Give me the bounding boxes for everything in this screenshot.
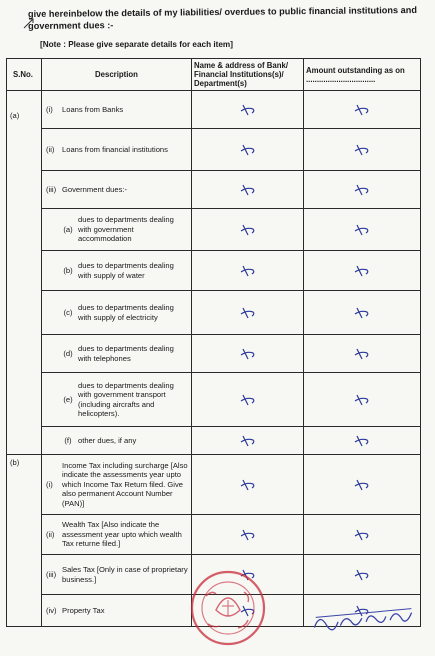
table-row bbox=[7, 335, 421, 373]
table-row bbox=[7, 427, 421, 455]
sub-item-number: (iii) bbox=[46, 185, 57, 194]
name-address-cell bbox=[192, 335, 304, 373]
table-row bbox=[7, 515, 421, 555]
amount-cell bbox=[304, 515, 421, 555]
nil-mark-icon bbox=[239, 347, 257, 361]
amount-cell bbox=[304, 555, 421, 595]
amount-cell bbox=[304, 335, 421, 373]
nil-mark-icon bbox=[239, 183, 257, 197]
table-row bbox=[7, 171, 421, 209]
description-text: Government dues:- bbox=[62, 184, 127, 194]
sub-item-number: (i) bbox=[46, 105, 53, 114]
nil-mark-icon bbox=[239, 528, 257, 542]
nil-mark-icon bbox=[239, 306, 257, 320]
header-description: Description bbox=[42, 59, 192, 91]
table-body bbox=[7, 91, 421, 627]
nil-mark-icon bbox=[239, 393, 257, 407]
description-text: Property Tax bbox=[62, 605, 105, 615]
signature-icon bbox=[311, 602, 417, 637]
description-cell bbox=[42, 595, 192, 627]
table-row bbox=[7, 129, 421, 171]
sub-item-letter: (f) bbox=[64, 435, 72, 445]
sub-item-number: (i) bbox=[46, 480, 53, 489]
nil-mark-icon bbox=[239, 143, 257, 157]
sub-item-number: (iv) bbox=[46, 606, 57, 615]
description-text: other dues, if any bbox=[78, 435, 137, 445]
table-row bbox=[7, 91, 421, 129]
header-sno: S.No. bbox=[7, 59, 42, 91]
description-text: Sales Tax [Only in case of proprietary business.] bbox=[62, 565, 188, 584]
description-cell bbox=[42, 209, 192, 251]
sub-item-letter: (d) bbox=[63, 348, 73, 358]
official-seal-stamp-icon bbox=[186, 566, 270, 650]
nil-mark-icon bbox=[353, 306, 371, 320]
sub-item-letter: (b) bbox=[63, 265, 73, 275]
description-cell bbox=[42, 291, 192, 335]
header-amount: Amount outstanding as on ................................ bbox=[304, 59, 421, 91]
description-text: dues to departments dealing with supply of water bbox=[78, 261, 174, 280]
nil-mark-icon bbox=[353, 568, 371, 582]
nil-mark-icon bbox=[353, 264, 371, 278]
nil-mark-icon bbox=[239, 223, 257, 237]
section-note: [Note : Please give separate details for each item] bbox=[40, 40, 233, 49]
name-address-cell bbox=[192, 291, 304, 335]
description-cell bbox=[42, 129, 192, 171]
table-row bbox=[7, 209, 421, 251]
description-text: dues to departments dealing with telephones bbox=[78, 344, 174, 363]
sub-item-number: (ii) bbox=[46, 530, 55, 539]
group-label: (a) bbox=[7, 91, 42, 455]
amount-cell bbox=[304, 209, 421, 251]
description-cell bbox=[42, 427, 192, 455]
nil-mark-icon bbox=[353, 434, 371, 448]
name-address-cell bbox=[192, 91, 304, 129]
description-cell bbox=[42, 91, 192, 129]
amount-cell bbox=[304, 427, 421, 455]
nil-mark-icon bbox=[353, 183, 371, 197]
description-cell bbox=[42, 373, 192, 427]
description-text: dues to departments dealing with government transport (including aircrafts and helicopters). bbox=[78, 380, 174, 418]
description-text: dues to departments dealing with supply of electricity bbox=[78, 303, 174, 322]
table-header-row bbox=[7, 59, 421, 91]
name-address-cell bbox=[192, 209, 304, 251]
nil-mark-icon bbox=[353, 347, 371, 361]
header-name-address: Name & address of Bank/ Financial Institutions(s)/ Department(s) bbox=[192, 59, 304, 91]
name-address-cell bbox=[192, 427, 304, 455]
nil-mark-icon bbox=[353, 478, 371, 492]
description-text: Loans from Banks bbox=[62, 104, 124, 114]
sub-item-number: (iii) bbox=[46, 570, 57, 579]
name-address-cell bbox=[192, 373, 304, 427]
group-label: (b) bbox=[7, 455, 42, 627]
table-row bbox=[7, 455, 421, 515]
sub-item-letter: (c) bbox=[63, 307, 73, 317]
amount-cell bbox=[304, 171, 421, 209]
amount-cell bbox=[304, 373, 421, 427]
sub-item-number: (ii) bbox=[46, 145, 55, 154]
table-row bbox=[7, 291, 421, 335]
name-address-cell bbox=[192, 455, 304, 515]
description-text: Income Tax including surcharge [Also indicate the assessments year upto which Income Tax Return filed. Give also permanent Account Number (PAN)] bbox=[62, 460, 188, 508]
sub-item-letter: (a) bbox=[63, 224, 73, 234]
nil-mark-icon bbox=[239, 434, 257, 448]
description-cell bbox=[42, 251, 192, 291]
nil-mark-icon bbox=[239, 478, 257, 492]
description-cell bbox=[42, 335, 192, 373]
description-text: Loans from financial institutions bbox=[62, 144, 168, 154]
nil-mark-icon bbox=[353, 528, 371, 542]
amount-cell bbox=[304, 455, 421, 515]
nil-mark-icon bbox=[353, 103, 371, 117]
description-text: dues to departments dealing with government accommodation bbox=[78, 215, 174, 244]
description-cell bbox=[42, 515, 192, 555]
amount-cell bbox=[304, 129, 421, 171]
name-address-cell bbox=[192, 251, 304, 291]
nil-mark-icon bbox=[353, 223, 371, 237]
description-cell bbox=[42, 171, 192, 209]
description-text: Wealth Tax [Also indicate the assessment year upto which wealth Tax returne filed.] bbox=[62, 520, 182, 549]
nil-mark-icon bbox=[353, 393, 371, 407]
description-cell bbox=[42, 555, 192, 595]
section-heading: give hereinbelow the details of my liabilities/ overdues to public financial institutions and government dues :- bbox=[27, 4, 417, 32]
table-row bbox=[7, 373, 421, 427]
name-address-cell bbox=[192, 171, 304, 209]
name-address-cell bbox=[192, 515, 304, 555]
liabilities-table bbox=[6, 58, 421, 627]
nil-mark-icon bbox=[239, 264, 257, 278]
amount-cell bbox=[304, 251, 421, 291]
sub-item-letter: (e) bbox=[63, 394, 73, 404]
amount-cell bbox=[304, 91, 421, 129]
name-address-cell bbox=[192, 129, 304, 171]
amount-cell bbox=[304, 291, 421, 335]
nil-mark-icon bbox=[353, 143, 371, 157]
table-row bbox=[7, 251, 421, 291]
description-cell bbox=[42, 455, 192, 515]
nil-mark-icon bbox=[239, 103, 257, 117]
